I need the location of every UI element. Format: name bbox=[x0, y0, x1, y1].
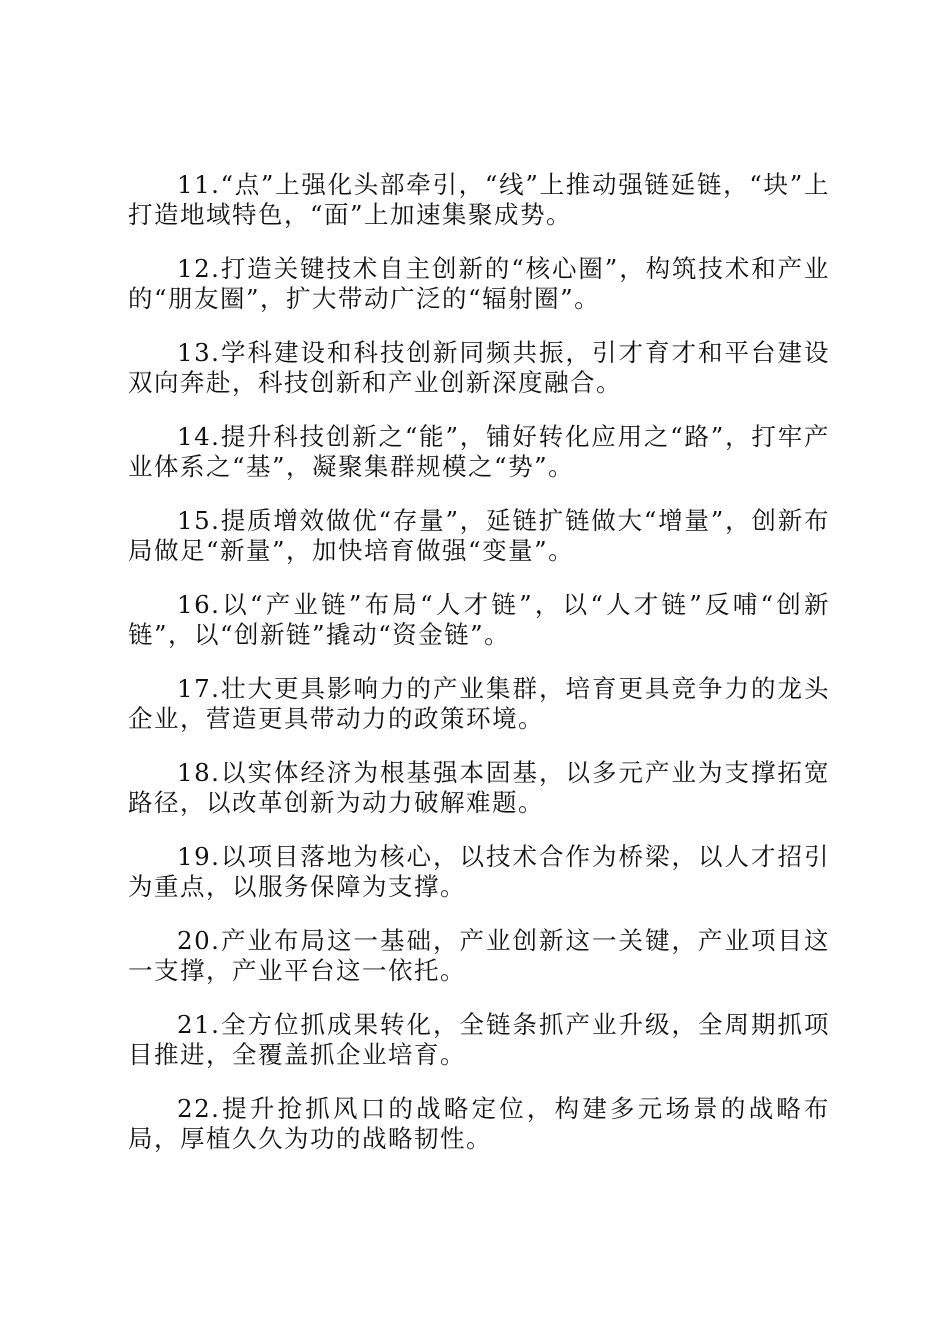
paragraph-20: 20.产业布局这一基础，产业创新这一关键，产业项目这一支撑，产业平台这一依托。 bbox=[128, 926, 830, 985]
paragraph-16: 16.以“产业链”布局“人才链”，以“人才链”反哺“创新链”，以“创新链”撬动“资金链”。 bbox=[128, 590, 830, 649]
paragraph-11: 11.“点”上强化头部牵引，“线”上推动强链延链，“块”上打造地域特色，“面”上加速集聚成势。 bbox=[128, 170, 830, 229]
paragraph-21: 21.全方位抓成果转化，全链条抓产业升级，全周期抓项目推进，全覆盖抓企业培育。 bbox=[128, 1010, 830, 1069]
paragraph-12: 12.打造关键技术自主创新的“核心圈”，构筑技术和产业的“朋友圈”，扩大带动广泛的“辐射圈”。 bbox=[128, 254, 830, 313]
paragraph-17: 17.壮大更具影响力的产业集群，培育更具竞争力的龙头企业，营造更具带动力的政策环境。 bbox=[128, 674, 830, 733]
paragraph-15: 15.提质增效做优“存量”，延链扩链做大“增量”，创新布局做足“新量”，加快培育做强“变量”。 bbox=[128, 506, 830, 565]
paragraph-14: 14.提升科技创新之“能”，铺好转化应用之“路”，打牢产业体系之“基”，凝聚集群规模之“势”。 bbox=[128, 422, 830, 481]
paragraph-22: 22.提升抢抓风口的战略定位，构建多元场景的战略布局，厚植久久为功的战略韧性。 bbox=[128, 1094, 830, 1153]
paragraph-19: 19.以项目落地为核心，以技术合作为桥梁，以人才招引为重点，以服务保障为支撑。 bbox=[128, 842, 830, 901]
document-body bbox=[128, 170, 830, 1178]
paragraph-13: 13.学科建设和科技创新同频共振，引才育才和平台建设双向奔赴，科技创新和产业创新深度融合。 bbox=[128, 338, 830, 397]
paragraph-18: 18.以实体经济为根基强本固基，以多元产业为支撑拓宽路径，以改革创新为动力破解难题。 bbox=[128, 758, 830, 817]
